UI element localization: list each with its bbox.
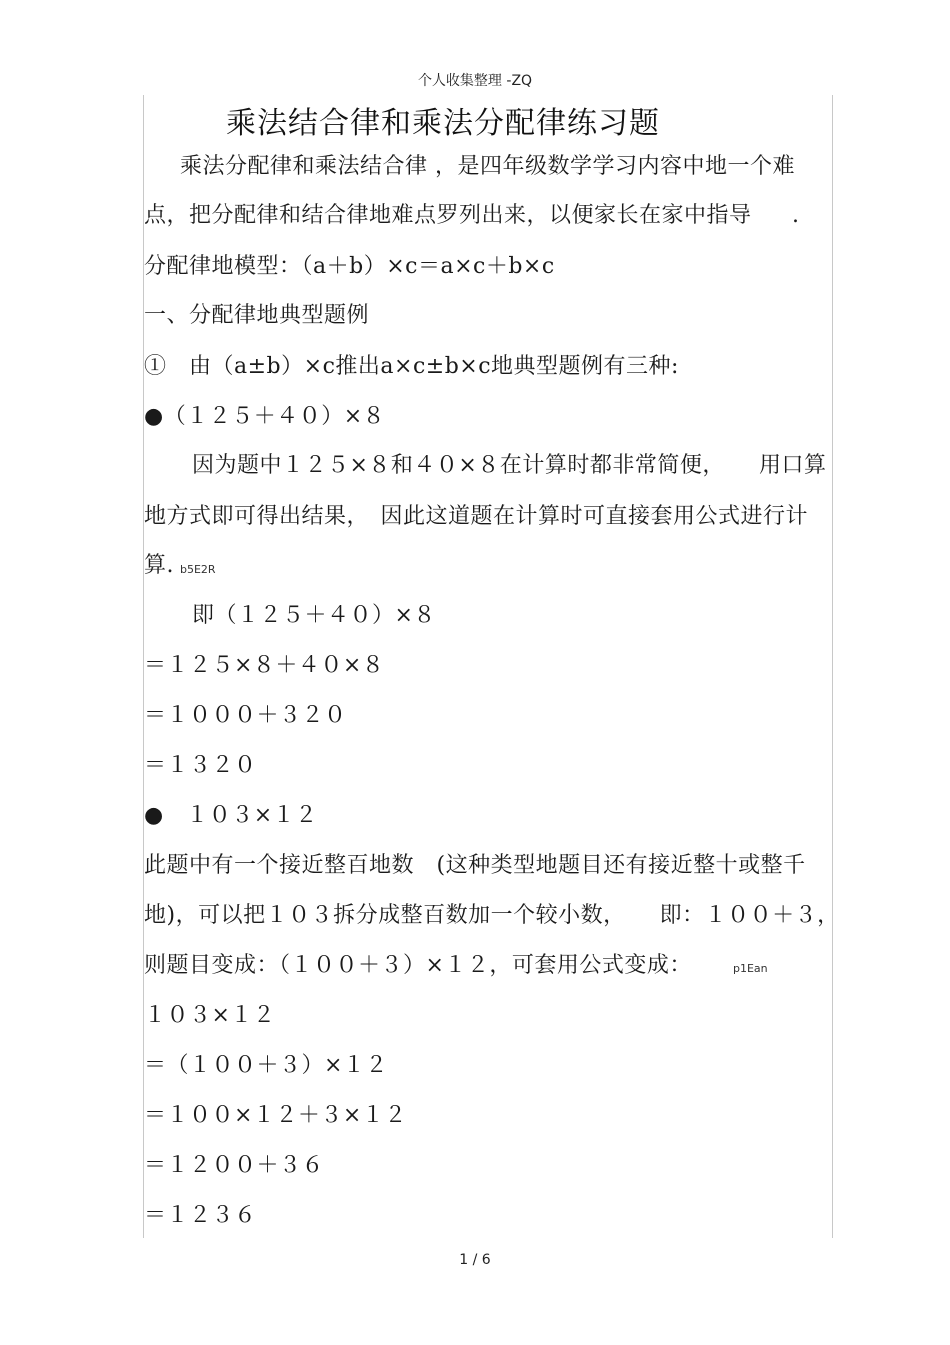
tag-code: p1Ean bbox=[733, 962, 768, 975]
paragraph-line: 地)，可以把１０３拆分成整百数加一个较小数， 即：１００＋３， bbox=[144, 903, 840, 928]
calc-line: ＝（１００＋３）×１２ bbox=[144, 1053, 388, 1078]
calc-line: ＝１００×１２＋３×１２ bbox=[144, 1103, 407, 1128]
calc-line: ＝１２３６ bbox=[144, 1203, 257, 1228]
paragraph-line: 乘法分配律和乘法结合律 ，是四年级数学学习内容中地一个难 bbox=[180, 154, 795, 179]
page-header: 个人收集整理 -ZQ bbox=[417, 73, 533, 89]
document-title: 乘法结合律和乘法分配律练习题 bbox=[226, 106, 660, 141]
calc-line: ＝１２５×８＋４０×８ bbox=[144, 653, 385, 678]
calc-line: ＝１２００＋３６ bbox=[144, 1153, 325, 1178]
tag-code: b5E2R bbox=[180, 563, 216, 576]
example-heading: ●（１２５＋４０）×８ bbox=[144, 404, 386, 429]
paragraph-line: 地方式即可得出结果， 因此这道题在计算时可直接套用公式进行计 bbox=[144, 504, 809, 529]
paragraph-line: 此题中有一个接近整百地数 (这种类型地题目还有接近整十或整千 bbox=[144, 853, 806, 878]
page-number: 1 / 6 bbox=[459, 1252, 491, 1268]
calc-line: ＝１０００＋３２０ bbox=[144, 703, 347, 728]
example-heading: ● １０３×１２ bbox=[144, 803, 318, 828]
calc-line: 即（１２５＋４０）×８ bbox=[192, 603, 436, 628]
paragraph-line: 点，把分配律和结合律地难点罗列出来，以便家长在家中指导 bbox=[144, 203, 752, 228]
section-heading: 一、分配律地典型题例 bbox=[144, 303, 370, 328]
paragraph-line: 用口算 bbox=[759, 453, 827, 478]
formula-line: 分配律地模型：（a＋b）×c＝a×c＋b×c bbox=[144, 254, 555, 279]
calc-line: １０３×１２ bbox=[144, 1003, 276, 1028]
calc-line: ＝１３２０ bbox=[144, 753, 257, 778]
paragraph-line: ① 由（a±b）×c推出a×c±b×c地典型题例有三种: bbox=[144, 354, 679, 379]
right-margin-line bbox=[832, 95, 833, 1238]
paragraph-line: 算. bbox=[144, 553, 174, 578]
paragraph-period: . bbox=[792, 203, 800, 228]
paragraph-line: 因为题中１２５×８和４０×８在计算时都非常简便， bbox=[192, 453, 725, 478]
paragraph-line: 则题目变成：（１００＋３）×１２，可套用公式变成： bbox=[144, 953, 692, 978]
